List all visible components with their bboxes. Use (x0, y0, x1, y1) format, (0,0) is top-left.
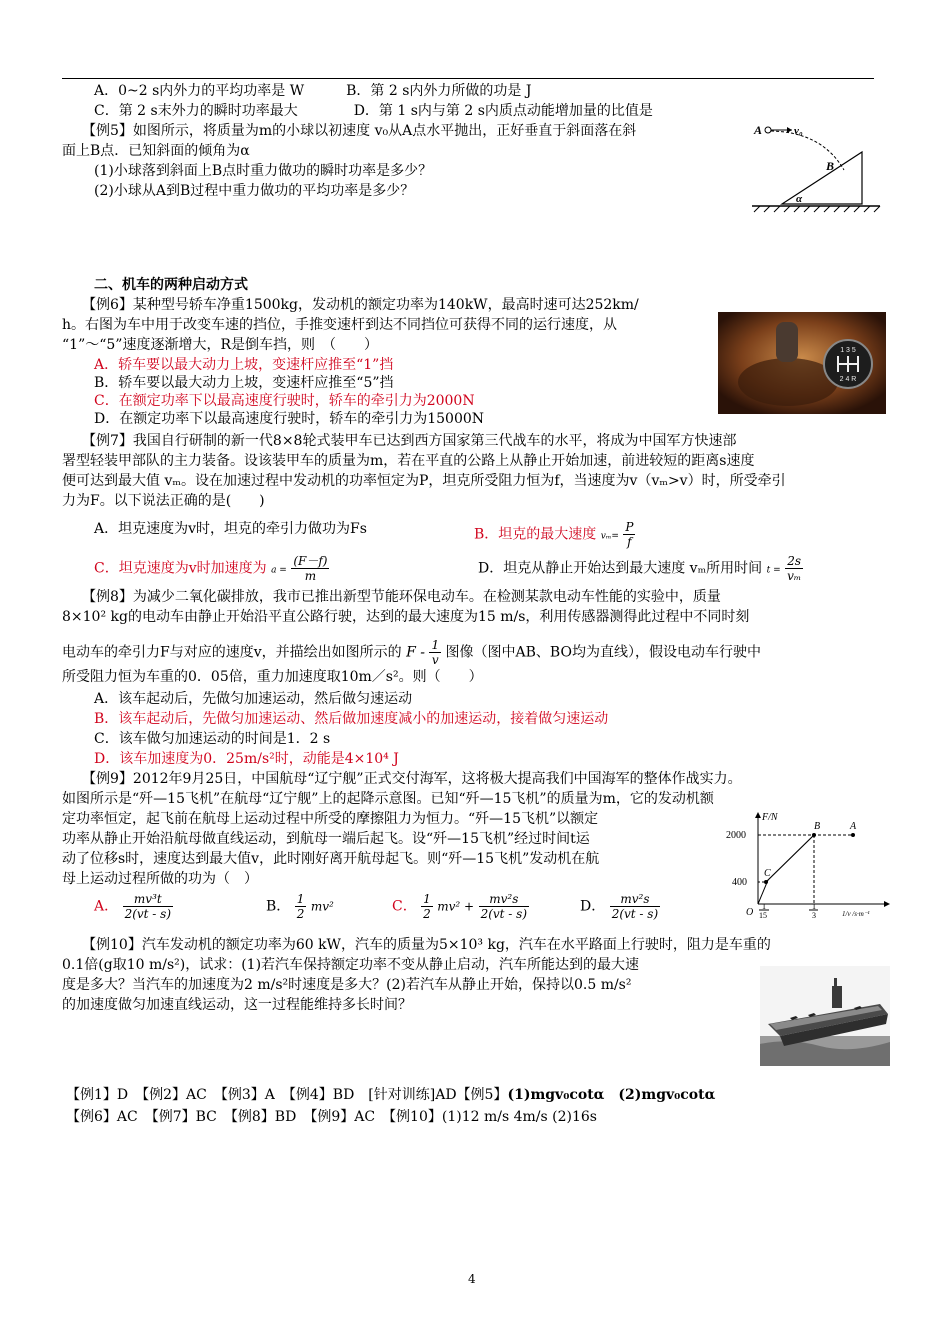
option-d: D． $\frac{\text{mv²s}}{2(vt - s)}$ (580, 892, 659, 921)
x-label: 1/v /s·m⁻¹ (842, 910, 870, 918)
aircraft-carrier-photo (760, 966, 890, 1066)
option-b: B． $\frac{1}{2}$ mv² (266, 892, 334, 921)
text-line: A．0~2 s内外力的平均功率是 W B．第 2 s内外力所做的功是 J (94, 83, 532, 99)
fraction: $\frac{1}{v}$ (431, 638, 440, 667)
text-line: 度是多大？当汽车的加速度为2 m/s²时速度是多大？(2)若汽车从静止开始，保持以0.5 m/s² (62, 977, 632, 993)
text-line: 面上B点．已知斜面的倾角为α (62, 143, 250, 159)
option-d-text: D．坦克从静止开始达到最大速度 vₘ所用时间 (478, 560, 763, 577)
text-line: 【例5】如图所示，将质量为m的小球以初速度 v₀从A点水平抛出，正好垂直于斜面落在斜 (82, 123, 637, 139)
header-rule (62, 78, 874, 79)
v0-label: v₀ (794, 125, 803, 137)
point-b-label: B (826, 159, 835, 173)
text-line: 便可达到最大值 vₘ。设在加速过程中发动机的功率恒定为P，坦克所受阻力恒为f，当速度为v（vₘ>v）时，所受牵引 (62, 473, 786, 489)
text-line: (2)小球从A到B过程中重力做功的平均功率是多少？ (94, 183, 415, 199)
angle-label: α (796, 193, 803, 205)
point-b-label: B (814, 821, 821, 832)
x-tick-3: 3 (812, 911, 816, 920)
fraction: $\frac{\text{mv²s}}{2(vt - s)}$ (611, 892, 659, 921)
option-b-text: B．坦克的最大速度 (474, 526, 597, 543)
option-d: D．该车加速度为0．25m/s²时，动能是4×10⁴ J (94, 751, 399, 767)
math-vm: vₘ (600, 531, 612, 542)
option-a: A． $\frac{\text{mv³t}}{2(vt - s)}$ (94, 892, 172, 921)
ground-hatch (754, 206, 880, 212)
text-line: 所受阻力恒为车重的0．05倍，重力加速度取10m／s²。则（ ） (62, 669, 483, 685)
answer-line (66, 1086, 715, 1104)
text-line: 定功率恒定，起飞前在航母上运动过程中所受的摩擦阻力为恒力。“歼—15飞机”以额定 (62, 811, 599, 827)
option-b: B．该车起动后，先做匀加速运动、然后做加速度减小的加速运动，接着做匀速运动 (94, 711, 609, 727)
text-line: “1”～“5”速度逐渐增大，R是倒车挡，则 （ ） (62, 337, 378, 353)
force-graph (718, 808, 896, 920)
text-line: 【例9】2012年9月25日，中国航母“辽宁舰”正式交付海军，这将极大提高我们中国海军的整体作战实力。 (82, 771, 742, 787)
fraction: $\frac{\text{mv²s}}{2(vt - s)}$ (480, 892, 528, 921)
y-arrow-icon (755, 812, 761, 818)
option-b: B．坦克的最大速度 vₘ= $\frac{P}{f}$ (474, 520, 634, 549)
option-c: C．该车做匀加速运动的时间是1．2 s (94, 731, 331, 747)
answer-text: 【例1】D 【例2】AC 【例3】A 【例4】BD [针对训练]AD【例5】 (66, 1087, 508, 1103)
gear-bottom-label: 2 4 R (839, 376, 857, 383)
text-line: 母上运动过程所做的功为（ ） (62, 871, 258, 887)
text-line: 力为F。以下说法正确的是( ) (62, 493, 265, 509)
fraction: $\frac{1}{2}$ (423, 892, 431, 921)
option-a: A．坦克速度为v时，坦克的牵引力做功为Fs (94, 521, 367, 537)
y-tick-400: 400 (732, 877, 747, 888)
x-arrow-icon (884, 901, 890, 907)
answer-line: 【例6】AC 【例7】BC 【例8】BD 【例9】AC 【例10】(1)12 m/s 4m/s (2)16s (66, 1109, 597, 1125)
text-line: 0.1倍(g取10 m/s²)，试求：(1)若汽车保持额定功率不变从静止启动，汽车所能达到的最大速 (62, 957, 640, 973)
option-a: A．该车起动后，先做匀加速运动，然后做匀速运动 (94, 691, 413, 707)
ball-icon (765, 127, 771, 133)
fraction: $\frac{2s}{\text{vₘ}}$ (787, 554, 802, 583)
answer-bold: (1)mgv₀cotα (2)mgv₀cotα (507, 1087, 716, 1103)
option-c: C． $\frac{1}{2}$ mv² + $\frac{\text{mv²s}}{2(vt - s)}$ (392, 892, 528, 921)
text-line: 的加速度做匀加速直线运动，这一过程能维持多长时间？ (62, 997, 412, 1013)
fraction: $\frac{P}{f}$ (625, 520, 634, 549)
option-d (478, 554, 803, 583)
text-line: 【例8】为减少二氧化碳排放，我市已推出新型节能环保电动车。在检测某款电动车性能的实验中，质量 (82, 589, 721, 605)
incline (782, 152, 862, 204)
text-line: h。右图为车中用于改变车速的挡位，手推变速杆到达不同挡位可获得不同的运行速度，从 (62, 317, 618, 333)
text-segment: 图像（图中AB、BO均为直线），假设电动车行驶中 (445, 644, 761, 661)
fraction: $\frac{\text{mv³t}}{2(vt - s)}$ (124, 892, 172, 921)
text-line: 【例6】某种型号轿车净重1500kg，发动机的额定功率为140kW，最高时速可达252km/ (82, 297, 639, 313)
page-number: 4 (468, 1272, 476, 1286)
text-line: 8×10² kg的电动车由静止开始沿平直公路行驶，达到的最大速度为15 m/s，利用传感器测得此过程中不同时刻 (62, 609, 750, 625)
option-c-text: C．坦克速度为v时加速度为 (94, 560, 267, 577)
math-f: F - (406, 644, 425, 661)
text-line: 动了位移s时，速度达到最大值v，此时刚好离开航母起飞。则“歼—15飞机”发动机在航 (62, 851, 600, 867)
text-line: 【例7】我国自行研制的新一代8×8轮式装甲车已达到西方国家第三代战车的水平，将成为中国军方快速部 (82, 433, 737, 449)
gear-shifter-photo (718, 312, 886, 414)
option-d: D．在额定功率下以最高速度行驶时，轿车的牵引力为15000N (94, 411, 485, 427)
text-line: 如图所示是“歼—15飞机”在航母“辽宁舰”上的起降示意图。已知“歼—15飞机”的质量为m，它的发动机额 (62, 791, 714, 807)
fraction: $\frac{1}{2}$ (296, 892, 305, 921)
point-a-label: A (754, 123, 763, 137)
gear-top-label: 1 3 5 (840, 347, 856, 354)
math-a: a = (271, 565, 287, 576)
x-tick-15: 15 (759, 911, 767, 920)
text-line: (1)小球落到斜面上B点时重力做功的瞬时功率是多少？ (94, 163, 433, 179)
text-line: 功率从静止开始沿航母做直线运动，到航母一端后起飞。设“歼—15飞机”经过时间t运 (62, 831, 590, 847)
text-line: 署型轻装甲部队的主力装备。设该装甲车的质量为m，若在平直的公路上从静止开始加速，前进较短的距离s速度 (62, 453, 755, 469)
text-segment: 电动车的牵引力F与对应的速度v，并描绘出如图所示的 (62, 644, 402, 661)
y-label: F/N (762, 812, 778, 823)
x-tick-num: 1 (762, 902, 766, 911)
text-line: 【例10】汽车发动机的额定功率为60 kW，汽车的质量为5×10³ kg，汽车在水平路面上行驶时，阻力是车重的 (82, 937, 771, 953)
text-line (62, 638, 761, 667)
point-c-label: C (764, 868, 771, 879)
y-tick-2000: 2000 (726, 830, 746, 841)
option-c (94, 554, 329, 583)
option-a: A．轿车要以最大动力上坡，变速杆应推至“1”挡 (94, 357, 394, 373)
option-b: B．轿车要以最大动力上坡，变速杆应推至“5”挡 (94, 375, 394, 391)
option-c: C．在额定功率下以最高速度行驶时，轿车的牵引力为2000N (94, 393, 475, 409)
origin-label: O (746, 907, 754, 918)
point-a-label: A (850, 821, 857, 832)
x-tick-num: 1 (812, 902, 816, 911)
text-line: C．第 2 s末外力的瞬时功率最大 D．第 1 s内与第 2 s内质点动能增加量的比值是 (94, 103, 653, 119)
math-t: t = (766, 565, 781, 576)
section-title: 二、机车的两种启动方式 (94, 277, 248, 293)
slope-figure (752, 118, 882, 214)
fraction: $\frac{(F-f)}{m}$ (293, 554, 328, 583)
line-bc (766, 835, 814, 882)
